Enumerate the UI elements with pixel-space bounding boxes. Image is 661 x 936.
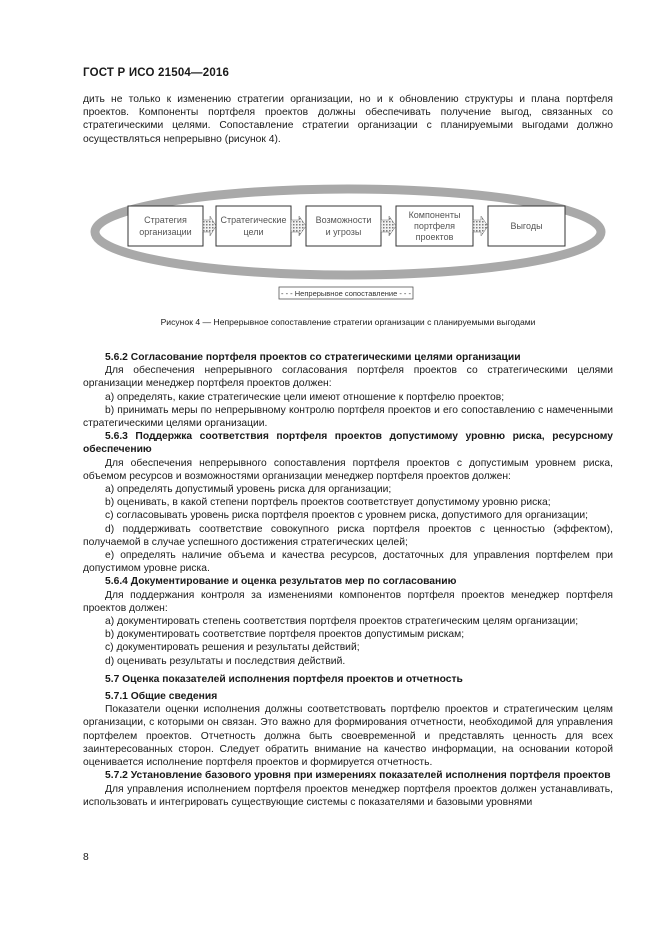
- box-label: портфеля: [413, 221, 456, 231]
- section-heading: 5.7 Оценка показателей исполнения портфеля проектов и отчетность: [105, 673, 463, 685]
- document-header: ГОСТ Р ИСО 21504—2016: [83, 67, 230, 79]
- list-item: a) определять допустимый уровень риска для организации;: [105, 484, 392, 496]
- arrow-icon: [291, 216, 306, 236]
- intro-paragraph: дить не только к изменению стратегии организации, но и к обновлению структуры и плана портфеля проектов. Компоненты портфеля проектов должны обеспечивать получение выгод, связанных со стратегическими целями. Сопоставление стратегии организации с планируемыми выгодами должно осуществляться непрерывно (рисунок 4).: [83, 94, 613, 145]
- box-label: Стратегия: [144, 215, 187, 225]
- arrow-icon: [473, 216, 488, 236]
- box-opportunities: [306, 206, 381, 246]
- section-heading: 5.7.2 Установление базового уровня при измерениях показателей исполнения портфеля проектов: [105, 770, 611, 782]
- box-label: Компоненты: [408, 210, 461, 220]
- arrow-icon: [203, 216, 216, 236]
- list-item: e) определять наличие объема и качества ресурсов, достаточных для управления портфелем при допустимом уровне риска.: [83, 550, 613, 575]
- box-label: организации: [139, 227, 192, 237]
- figure-caption: Рисунок 4 — Непрерывное сопоставление стратегии организации с планируемыми выгодами: [160, 317, 536, 327]
- box-label: Возможности: [315, 215, 372, 225]
- list-item: d) оценивать результаты и последствия действий.: [105, 655, 346, 667]
- list-item: b) оценивать, в какой степени портфель проектов соответствует допустимому уровню риска;: [105, 497, 551, 509]
- paragraph: Для обеспечения непрерывного согласования портфеля проектов со стратегическими целями организации менеджер портфеля проектов должен:: [83, 365, 613, 390]
- list-item: c) документировать решения и результаты действий;: [105, 642, 360, 654]
- box-label: и угрозы: [325, 227, 362, 237]
- page-number: 8: [83, 852, 89, 863]
- band-label: - - - Непрерывное сопоставление - - -: [281, 289, 411, 298]
- paragraph: Для управления исполнением портфеля проектов менеджер портфеля проектов должен устанавливать, использовать и интегрировать существующие системы с показателями и базовыми уровнями: [83, 783, 613, 808]
- section-heading: 5.6.4 Документирование и оценка результатов мер по согласованию: [105, 576, 457, 588]
- box-strategy: [128, 206, 203, 246]
- figure-4-diagram: [83, 182, 613, 304]
- box-label: Выгоды: [510, 221, 543, 231]
- list-item: b) принимать меры по непрерывному контролю портфеля проектов и его сопоставлению с намеченными стратегическими целями организации.: [83, 404, 613, 430]
- figure-4-svg: [83, 182, 613, 304]
- sections-block: [83, 351, 613, 809]
- intro-paragraph-block: [83, 93, 613, 146]
- box-strategic-goals: [216, 206, 291, 246]
- box-label: проектов: [415, 232, 454, 242]
- paragraph: Для поддержания контроля за изменениями компонентов портфеля проектов менеджер портфеля проектов должен:: [83, 589, 613, 614]
- section-heading: 5.7.1 Общие сведения: [105, 691, 218, 703]
- box-label: цели: [243, 227, 264, 237]
- box-label: Стратегические: [220, 215, 287, 225]
- section-heading: 5.6.3 Поддержка соответствия портфеля проектов допустимому уровню риска, ресурсному обеспечению: [83, 431, 613, 456]
- list-item: c) согласовывать уровень риска портфеля проектов с уровнем риска, допустимого для организации;: [105, 510, 588, 522]
- paragraph: Показатели оценки исполнения должны соответствовать портфелю проектов и стратегическим целям организации, с которыми он связан. Это важно для формирования отчетности, необходимой для управления портфелем проектов. Отчетность должна быть своевременной и представлять ценность для всех заинтересованных сторон. Следует обратить внимание на качество информации, на основании которой оценивается исполнение портфеля проектов и формируется отчетность.: [83, 704, 613, 769]
- paragraph: Для обеспечения непрерывного сопоставления портфеля проектов с допустимым уровнем риска, объемом ресурсов и возможностями организации менеджер портфеля проектов должен:: [83, 457, 613, 482]
- section-heading: 5.6.2 Согласование портфеля проектов со стратегическими целями организации: [105, 352, 521, 363]
- list-item: b) документировать соответствие портфеля проектов допустимым рискам;: [105, 629, 465, 641]
- list-item: a) определять, какие стратегические цели имеют отношение к портфелю проектов;: [105, 391, 505, 403]
- list-item: d) поддерживать соответствие совокупного риска портфеля проектов с ценностью (эффектом), получаемой в случае успешного достижения стратегических целей;: [83, 523, 613, 548]
- arrow-icon: [381, 216, 396, 236]
- list-item: a) документировать степень соответствия портфеля проектов стратегическим целям организации;: [105, 616, 579, 628]
